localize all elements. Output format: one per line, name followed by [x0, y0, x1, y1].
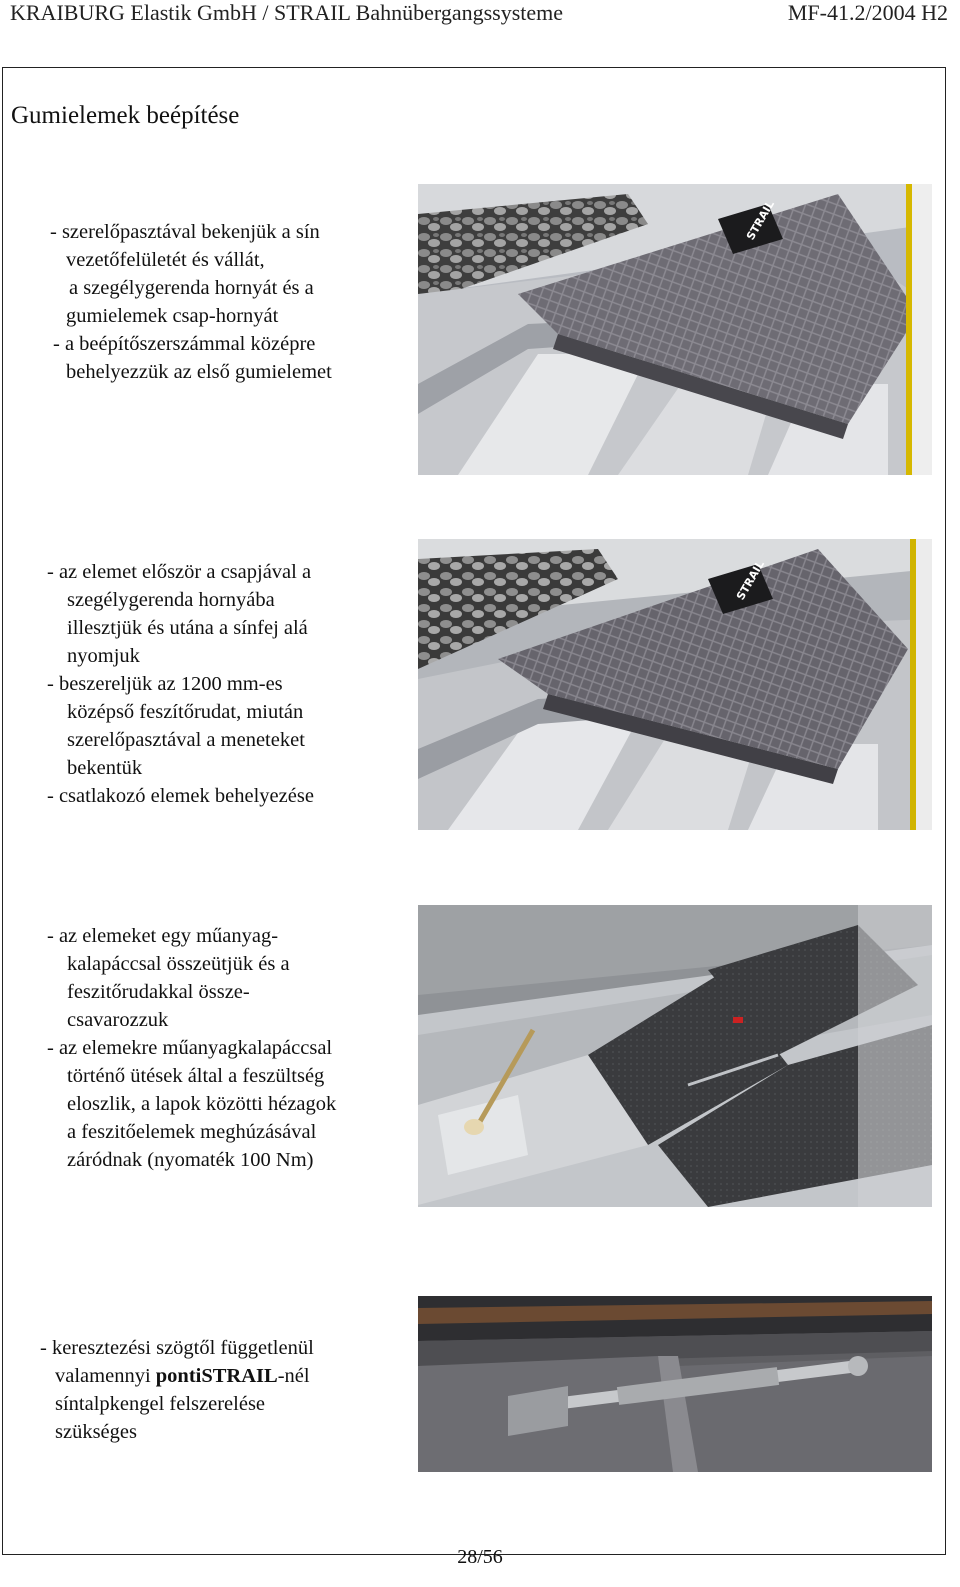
step-1-line: vezetőfelületét és vállát,: [66, 249, 265, 271]
step-2-text: [47, 558, 314, 810]
step-1-line: gumielemek csap-hornyát: [66, 305, 279, 327]
step-1-line: a szegélygerenda hornyát és a: [69, 277, 314, 299]
step-2-line: szerelőpasztával a meneteket: [67, 729, 305, 751]
photo-hammer-tensioning-graphic: [418, 905, 932, 1207]
step-3-line: kalapáccsal összeütjük és a: [67, 953, 290, 975]
step-2-line: bekentük: [67, 757, 143, 779]
step-3-line: eloszlik, a lapok közötti hézagok: [67, 1093, 337, 1115]
step-3-line: záródnak (nyomaték 100 Nm): [67, 1149, 314, 1171]
photo-first-element-install-graphic: [418, 184, 932, 475]
photo-rail-foot-clamp: [418, 1296, 932, 1472]
step-1-line: behelyezzük az első gumielemet: [66, 361, 332, 383]
step-3-line: - az elemeket egy műanyag-: [47, 925, 279, 947]
step-3-line: történő ütések által a feszültség: [67, 1065, 325, 1087]
step-1-text: [50, 218, 332, 386]
photo-logo-text: STRAIL: [744, 198, 778, 243]
step-4-text: [40, 1334, 314, 1446]
photo-connecting-elements: [418, 539, 932, 830]
step-3-text: [47, 922, 336, 1174]
step-4-line: [40, 1362, 314, 1390]
step-2-line: illesztjük és utána a sínfej alá: [67, 617, 308, 639]
step-4-line: szükséges: [55, 1421, 137, 1443]
step-3-line: - az elemekre műanyagkalapáccsal: [47, 1037, 333, 1059]
step-3-line: a feszitőelemek meghúzásával: [67, 1121, 317, 1143]
photo-logo-text: STRAIL: [734, 558, 768, 603]
step-3-line: csavarozzuk: [67, 1009, 169, 1031]
step-3-line: feszitőrudakkal össze-: [67, 981, 250, 1003]
step-4-line: síntalpkengel felszerelése: [55, 1393, 266, 1415]
step-4-line: - keresztezési szögtől függetlenül: [40, 1337, 314, 1359]
photo-rail-foot-clamp-graphic: [418, 1296, 932, 1472]
step-4-line-text: valamennyi: [55, 1365, 156, 1387]
step-2-line: középső feszítőrudat, miután: [67, 701, 304, 723]
photo-first-element-install: [418, 184, 932, 475]
product-name-bold: pontiSTRAIL: [155, 1365, 278, 1387]
photo-connecting-elements-graphic: [418, 539, 932, 830]
header-company: KRAIBURG Elastik GmbH / STRAIL Bahnübergangssysteme: [10, 0, 564, 25]
section-title: Gumielemek beépítése: [11, 102, 240, 129]
header-doc-number: MF-41.2/2004 H2: [787, 0, 948, 25]
step-1-line: - a beépítőszerszámmal középre: [53, 333, 316, 355]
page-number: 28/56: [457, 1546, 503, 1568]
step-2-line: nyomjuk: [67, 645, 140, 667]
step-1-line: - szerelőpasztával bekenjük a sín: [50, 221, 320, 243]
step-2-line: - csatlakozó elemek behelyezése: [47, 785, 314, 807]
step-2-line: - beszereljük az 1200 mm-es: [47, 673, 283, 695]
step-4-line-text: -nél: [277, 1365, 310, 1387]
photo-hammer-tensioning: [418, 905, 932, 1207]
step-2-line: szegélygerenda hornyába: [67, 589, 275, 611]
step-2-line: - az elemet először a csapjával a: [47, 561, 312, 583]
